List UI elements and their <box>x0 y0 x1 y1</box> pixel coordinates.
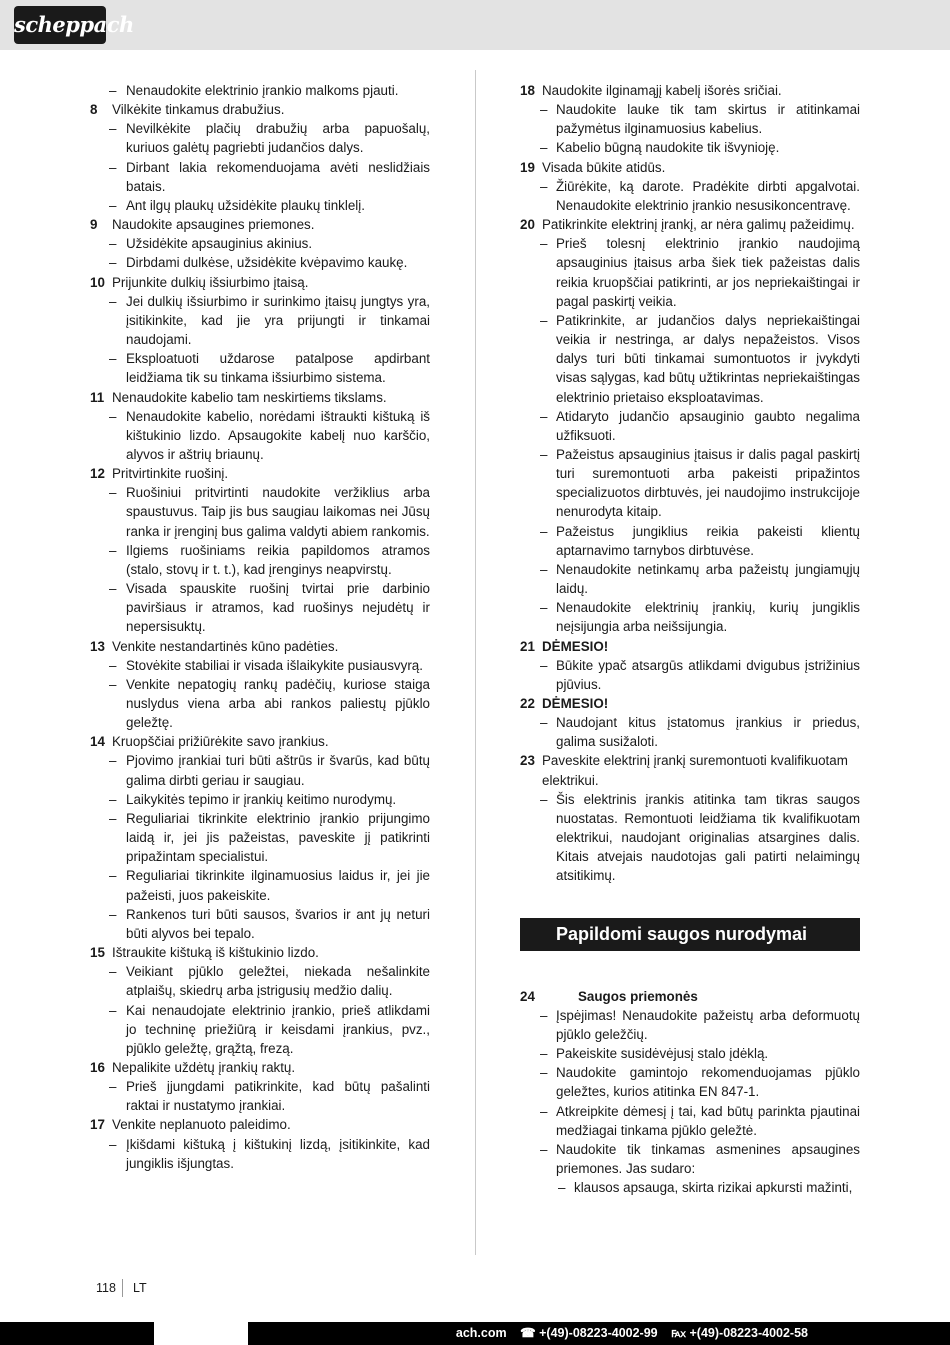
header-bar <box>0 0 950 50</box>
phone-number: ☎ +(49)-08223-4002-99 <box>520 1326 658 1340</box>
numbered-item-11: 11 Nenaudokite kabelio tam neskirtiems tikslams. <box>90 389 387 405</box>
list-item: – Naudokite gamintojo rekomenduojamas pjūklo geležtes, kurios atitinka EN 847-1. <box>540 1065 860 1100</box>
left-column <box>90 81 430 1173</box>
list-item: – Reguliariai tikrinkite ilginamuosius laidus ir, jei jie pažeisti, juos pakeiskite. <box>109 868 430 903</box>
numbered-item-12: 12 Pritvirtinkite ruošinį. <box>90 466 229 482</box>
list-item: – Veikiant pjūklo geležtei, niekada nešalinkite atplaišų, skiedrų arba įstrigusių medžio dalių. <box>109 964 430 999</box>
footer-divider <box>122 1279 123 1297</box>
list-item: – Nenaudokite elektrinio įrankio malkoms pjauti. <box>109 83 399 98</box>
list-item: – Naudokite lauke tik tam skirtus ir atitinkamai pažymėtus ilginamuosius kabelius. <box>540 102 860 137</box>
list-item: – Pažeistus apsauginius įtaisus ir dalis pagal paskirtį turi suremontuoti arba pakeisti pripažintos specializuotos dirbtuvės, jei naudojimo instrukcijoje nenurodyta kitaip. <box>540 446 860 520</box>
list-item: – Ilgiems ruošiniams reikia papildomos atramos (stalo, stovų ir t. t.), kad įrenginys neapvirstų. <box>109 542 430 577</box>
list-item: – Patikrinkite, ar judančios dalys nepriekaištingai veikia ir nestringa, ar dalys nepažeistos. Visos dalys turi būti tinkamai sumontuotos ir įvykdyti visas sąlygas, kad būtų užtikrintas nepriekaištingas elektrinio prietaiso eksploatavimas. <box>540 312 860 405</box>
numbered-item-20: 20 Patikrinkite elektrinį įrankį, ar nėra galimų pažeidimų. <box>520 217 855 233</box>
fax-number: ℻ +(49)-08223-4002-58 <box>671 1326 808 1340</box>
nested-list-item: – klausos apsauga, skirta rizikai apkursti mažinti, <box>558 1180 853 1196</box>
numbered-item-13: 13 Venkite nestandartinės kūno padėties. <box>90 638 339 654</box>
scheppach-logo: scheppach <box>14 6 106 44</box>
numbered-item-18: 18 Naudokite ilginamąjį kabelį išorės sričiai. <box>520 83 782 98</box>
list-item: – Prieš įjungdami patikrinkite, kad būtų pašalinti raktai ir nustatymo įrankiai. <box>109 1079 430 1114</box>
list-item: – Šis elektrinis įrankis atitinka tam tikras saugos nuostatas. Remontuoti leidžiama tik kvalifikuotam elektrikui, naudojant originalias atsargines dalis. Kitais atvejais naudotojas gali patirti nelaimingų atsitikimų. <box>540 791 860 884</box>
numbered-item-23: 23 Paveskite elektrinį įrankį suremontuoti kvalifikuotam elektrikui. <box>520 753 848 788</box>
numbered-item-16: 16 Nepalikite uždėtų įrankių raktų. <box>90 1059 296 1075</box>
list-item: – Įkišdami kištuką į kištukinį lizdą, įsitikinkite, kad jungiklis išjungtas. <box>109 1136 430 1171</box>
list-item: – Rankenos turi būti sausos, švarios ir ant jų neturi būti alyvos bei tepalo. <box>109 906 430 941</box>
list-item: – Nenaudokite netinkamų arba pažeistų jungiamųjų laidų. <box>540 561 860 597</box>
numbered-item-15: 15 Ištraukite kištuką iš kištukinio lizdo. <box>90 945 319 961</box>
language-code: LT <box>133 1281 147 1295</box>
list-item: – Dirbdami dulkėse, užsidėkite kvėpavimo kaukę. <box>109 255 408 271</box>
list-item: – Pažeistus jungiklius reikia pakeisti klientų aptarnavimo tarnybos dirbtuvėse. <box>540 523 860 558</box>
list-item: – Naudokite tik tinkamas asmenines apsaugines priemones. Jas sudaro: <box>540 1141 860 1176</box>
numbered-item-9: 9 Naudokite apsaugines priemones. <box>90 217 315 233</box>
section-heading: Papildomi saugos nurodymai <box>520 918 860 951</box>
list-item: – Visada spauskite ruošinį tvirtai prie darbinio paviršiaus ir atramos, kad ruošinys nejudėtų ir nepersisuktų. <box>109 581 430 635</box>
list-item: – Užsidėkite apsauginius akinius. <box>109 236 313 252</box>
list-item: – Pakeiskite susidėvėjusį stalo įdėklą. <box>540 1046 769 1062</box>
numbered-item-22: 22 DĖMESIO! <box>520 696 609 711</box>
list-item: – Žiūrėkite, ką darote. Pradėkite dirbti apgalvotai. Nenaudokite elektrinio įrankio nesusikoncentravę. <box>540 178 860 213</box>
list-item: – Nevilkėkite plačių drabužių arba papuošalų, kuriuos galėtų pagriebti judančios dalys. <box>109 121 430 156</box>
list-item: – Dirbant lakia rekomenduojama avėti neslidžiais batais. <box>109 159 430 194</box>
column-divider <box>475 70 476 1255</box>
footer-contact <box>248 1322 808 1345</box>
list-item: – Ruošiniui pritvirtinti naudokite veržiklius arba spaustuvus. Taip jis bus saugiau laikomas nei Jūsų ranka ir įrenginį bus galima valdyti abiem rankomis. <box>109 485 430 539</box>
footer-white-block <box>154 1322 248 1345</box>
list-item: – Stovėkite stabiliai ir visada išlaikykite pusiausvyrą. <box>109 657 423 673</box>
list-item: – Pjovimo įrankiai turi būti aštrūs ir švarūs, kad būtų galima dirbti geriau ir saugiau. <box>109 753 430 788</box>
list-item: – Naudojant kitus įstatomus įrankius ir priedus, galima susižaloti. <box>540 715 860 750</box>
numbered-item-21: 21 DĖMESIO! <box>520 638 609 654</box>
list-item: – Kabelio būgną naudokite tik išvynioję. <box>540 140 780 156</box>
list-item: – Atkreipkite dėmesį į tai, kad būtų parinkta pjautinai medžiagai tinkama pjūklo geležtė. <box>540 1103 860 1138</box>
numbered-item-19: 19 Visada būkite atidūs. <box>520 159 666 175</box>
list-item: – Laikykitės tepimo ir įrankių keitimo nurodymų. <box>109 791 397 807</box>
list-item: – Jei dulkių išsiurbimo ir surinkimo įtaisų jungtys yra, įsitikinkite, kad jie yra prijungti ir tinkamai naudojami. <box>109 293 430 348</box>
list-item: – Atidaryto judančio apsauginio gaubto negalima užfiksuoti. <box>540 408 860 443</box>
numbered-item-8: 8 Vilkėkite tinkamus drabužius. <box>90 102 285 118</box>
list-item: – Nenaudokite elektrinių įrankių, kurių jungiklis neįsijungia arba neišsijungia. <box>540 600 860 635</box>
list-item: – Būkite ypač atsargūs atlikdami dvigubus įstrižinius pjūvius. <box>540 657 860 692</box>
list-item: – Prieš tolesnį elektrinio įrankio naudojimą apsauginius įtaisus arba šiek tiek pažeistas dalis reikia kruopščiai patikrinti, ar jos nepriekaištingai ir pagal paskirtį veikia. <box>540 236 860 309</box>
list-item: – Kai nenaudojate elektrinio įrankio, prieš atlikdami jo techninę priežiūrą ir keisdami įrankius, pvz., pjūklo geležtę, grąžtą, frezą. <box>109 1002 430 1056</box>
list-item: – Ant ilgų plaukų užsidėkite plaukų tinklelį. <box>109 197 365 213</box>
right-column <box>520 81 860 1197</box>
page-number: 118 <box>96 1281 116 1295</box>
numbered-item-10: 10 Prijunkite dulkių išsiurbimo įtaisą. <box>90 274 309 290</box>
list-item: – Nenaudokite kabelio, norėdami ištraukti kištuką iš kištukinio lizdo. Apsaugokite kabelį nuo karščio, alyvos ir aštrių briaunų. <box>109 408 430 462</box>
numbered-item-17: 17 Venkite neplanuoto paleidimo. <box>90 1117 291 1133</box>
list-item: – Eksploatuoti uždarose patalpose apdirbant leidžiama tik su tinkama išsiurbimo sistema. <box>109 351 430 386</box>
list-item: – Venkite nepatogių rankų padėčių, kuriose staiga nuslydus viena arba abi rankos paliestų pjūklo geležtę. <box>109 676 430 731</box>
list-item: – Reguliariai tikrinkite elektrinio įrankio prijungimo laidą ir, jei jis pažeistas, paveskite jį patikrinti pripažintam specialistui. <box>109 810 430 865</box>
numbered-item-24: 24 Saugos priemonės <box>520 988 698 1004</box>
website-link[interactable]: ach.com <box>455 1326 507 1340</box>
numbered-item-14: 14 Kruopščiai prižiūrėkite savo įrankius. <box>90 734 329 750</box>
list-item: – Įspėjimas! Nenaudokite pažeistų arba deformuotų pjūklo geležčių. <box>540 1007 860 1042</box>
